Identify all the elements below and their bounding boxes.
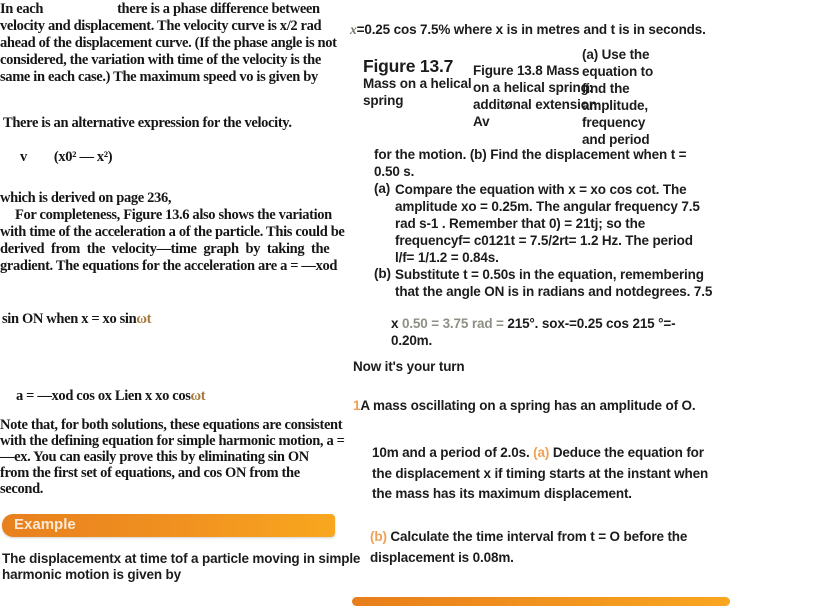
example-banner (2, 514, 335, 537)
text-line: —ex. You can easily prove this by eliminating sin ON (0, 449, 309, 465)
caption-line: Av (473, 114, 490, 129)
caption-line: Mass on a helical (363, 76, 472, 91)
text-line: l/f= 1/1.2 = 0.84s. (395, 250, 499, 265)
text-line: find the (582, 81, 630, 96)
text-line: frequencyf= c0121t = 7.5/2rt= 1.2 Hz. The period (395, 233, 693, 248)
caption-line: additønal extension (473, 97, 597, 112)
task-part-a (582, 46, 653, 148)
omega-t-symbol: ωt (136, 311, 152, 327)
example-intro (2, 551, 360, 583)
caption-line: spring (363, 93, 404, 108)
text-line: For completeness, Figure 13.6 also shows the variation (15, 207, 332, 223)
x-variable: x (350, 22, 357, 37)
question-text: A mass oscillating on a spring has an amplitude of O. (360, 398, 696, 413)
text-line: same in each case.) The maximum speed vo is given by (0, 69, 318, 85)
section-divider-bar (352, 597, 730, 606)
text-line (0, 1, 337, 18)
calculation-line (391, 315, 675, 332)
text-fragment: 10m and a period of 2.0s. (372, 445, 534, 460)
question-1b (370, 527, 687, 568)
equation-text: sin ON when x = xo sin (2, 311, 137, 327)
example-heading: Example (14, 516, 76, 533)
left-paragraph-note (0, 417, 345, 497)
left-paragraph-phase-difference (0, 1, 337, 86)
solution-b-marker (374, 266, 391, 281)
text-line: displacement is 0.08m. (370, 549, 514, 565)
figure-13-8-caption (473, 62, 597, 130)
question-1a (372, 443, 708, 505)
caption-line: on a helical spring: (473, 80, 594, 95)
displacement-equation-line (350, 22, 706, 38)
text-fragment: Calculate the time interval from t = O before the (386, 529, 688, 544)
text-line: the displacement x if timing starts at the instant when (372, 465, 709, 481)
text-line: equation to (582, 64, 654, 79)
text-line: the mass has its maximum displacement. (372, 486, 632, 501)
list-marker: (a) (374, 181, 391, 196)
heading-text: Now it's your turn (353, 359, 465, 374)
text-line: harmonic motion is given by (2, 567, 181, 582)
formula-lhs: v (20, 149, 27, 165)
text-line: from the first set of equations, and cos ON from the (0, 465, 300, 481)
text-line: ahead of the displacement curve. (If the phase angle is not (0, 35, 337, 51)
question-number: 1 (353, 398, 361, 413)
solution-b-body (395, 266, 712, 300)
part-a-marker: (a) (533, 445, 550, 460)
equation-text: =0.25 cos 7.5% where x is in metres and t is in seconds. (356, 22, 706, 37)
text-line: There is an alternative expression for the velocity. (3, 115, 292, 131)
question-1 (353, 398, 695, 413)
list-marker: (b) (374, 266, 391, 281)
formula-rhs: (x0² — x²) (53, 149, 113, 165)
text-line (372, 443, 708, 464)
text-line: with time of the acceleration a of the particle. This could be (0, 224, 345, 240)
velocity-formula (20, 149, 112, 166)
text-line: (a) Use the (582, 47, 650, 62)
text-line: with the defining equation for simple harmonic motion, a = (0, 433, 345, 449)
text-line: that the angle ON is in radians and notdegrees. 7.5 (395, 284, 713, 299)
calculation-text: 215°. sox-=0.25 cos 215 °=- (503, 316, 676, 331)
solution-a-marker (374, 181, 390, 196)
text-line: Note that, for both solutions, these equations are consistent (0, 417, 343, 433)
calculation-result: 0.20m. (391, 333, 433, 348)
text-line: amplitude, (582, 98, 649, 113)
text-line (370, 527, 687, 548)
equation-text: a = —xod cos ox Lien x xo cos (16, 388, 191, 404)
text-line: velocity and displacement. The velocity curve is x/2 rad (0, 18, 322, 34)
text-line: for the motion. (b) Find the displacement when t = (374, 147, 687, 162)
text-line: Substitute t = 0.50s in the equation, remembering (395, 267, 704, 282)
alt-expression-sentence (3, 115, 292, 132)
x-symbol: x (391, 316, 399, 331)
text-fragment: In each (0, 1, 44, 17)
text-line: considered, the variation with time of the velocity is the (0, 52, 321, 68)
text-line: gradient. The equations for the acceleration are a = —xod (0, 258, 338, 274)
caption-line: Figure 13.8 Mass (473, 63, 580, 78)
faint-calculation: 0.50 = 3.75 rad = (401, 316, 504, 331)
sin-equation (2, 311, 151, 328)
omega-t-symbol: ωt (190, 388, 206, 404)
text-fragment: Deduce the equation for (549, 445, 704, 460)
calculation-block (391, 315, 675, 349)
task-part-b (374, 146, 686, 180)
text-line: second. (0, 481, 44, 497)
your-turn-heading (353, 358, 465, 375)
solution-a-body (395, 181, 700, 266)
text-line: which is derived on page 236, (0, 190, 172, 206)
figure-13-7-caption (363, 58, 472, 109)
figure-title: Figure 13.7 (363, 56, 454, 76)
text-line: derived from the velocity—time graph by taking the (0, 241, 330, 257)
text-line: rad s-1 . Remember that 0) = 21tj; so the (395, 216, 646, 231)
text-line: The displacementx at time tof a particle moving in simple (2, 551, 361, 566)
part-b-marker: (b) (370, 529, 387, 544)
text-line: amplitude xo = 0.25m. The angular frequency 7.5 (395, 199, 700, 214)
text-line: 0.50 s. (374, 164, 415, 179)
acceleration-equation (16, 388, 205, 405)
text-fragment: there is a phase difference between (117, 1, 320, 17)
left-paragraph-acceleration (0, 190, 345, 275)
text-line: frequency (582, 115, 646, 130)
text-line: Compare the equation with x = xo cos cot. The (395, 182, 687, 197)
text-line: and period (582, 132, 650, 147)
